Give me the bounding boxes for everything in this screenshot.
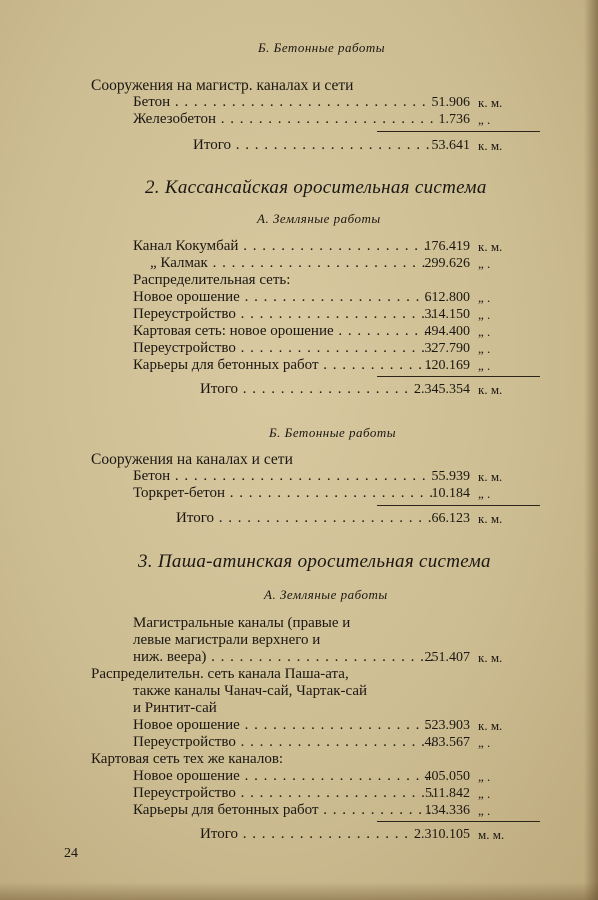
- total-label: Итого . . .: [193, 137, 433, 154]
- sum-rule: [377, 821, 540, 822]
- row-label: Переустройство . . .: [133, 785, 433, 802]
- total-unit: к. м.: [478, 382, 503, 397]
- row-value: 523.903: [424, 718, 470, 733]
- row-value: 51.906: [431, 95, 470, 110]
- row-value: 176.419: [424, 239, 470, 254]
- row-label: ниж. веера) . . .: [133, 649, 433, 666]
- row-unit: к. м.: [478, 469, 503, 484]
- row-label: Бетон . . .: [133, 94, 433, 111]
- row-label: Картовая сеть: новое орошение . . .: [133, 323, 433, 340]
- row-unit: „ .: [478, 256, 491, 271]
- row-value: 327.790: [424, 341, 470, 356]
- row-unit: „ .: [478, 786, 491, 801]
- heading-system-3: 3. Паша-атинская оросительная система: [138, 551, 491, 572]
- row-value: 299.626: [424, 256, 470, 271]
- row-unit: „ .: [478, 769, 491, 784]
- row-value: 10.184: [431, 486, 470, 501]
- structures-header: Сооружения на магистр. каналах и сети: [91, 77, 354, 94]
- row-label: Распределительная сеть:: [133, 272, 291, 288]
- sum-rule: [377, 131, 540, 132]
- total-label: Итого . . .: [200, 826, 424, 843]
- row-label: Канал Кокумбай . . .: [133, 238, 433, 255]
- row-label: Новое орошение . . .: [133, 717, 433, 734]
- row-value: 494.400: [424, 324, 470, 339]
- row-label: Карьеры для бетонных работ . . .: [133, 357, 433, 374]
- row-unit: „ .: [478, 735, 491, 750]
- row-unit: к. м.: [478, 239, 503, 254]
- row-label: „ Калмак . . .: [150, 255, 433, 272]
- structures-header: Сооружения на каналах и сети: [91, 451, 293, 468]
- row-unit: „ .: [478, 486, 491, 501]
- row-label: Бетон . . .: [133, 468, 433, 485]
- total-unit: м. м.: [478, 827, 505, 842]
- row-label: и Ринтит-сай: [133, 700, 217, 716]
- page-bottom-shadow: [0, 882, 598, 900]
- sum-rule: [377, 376, 540, 377]
- total-value: 53.641: [431, 138, 470, 153]
- row-label: Магистральные каналы (правые и: [133, 615, 351, 631]
- total-unit: к. м.: [478, 138, 503, 153]
- page-edge-shadow: [584, 0, 598, 900]
- subheading-concrete-works: Б. Бетонные работы: [258, 40, 386, 55]
- row-label: Картовая сеть тех же каналов:: [91, 751, 284, 767]
- row-label: Торкрет-бетон . . .: [133, 485, 433, 502]
- subheading-earth-works: А. Земляные работы: [257, 211, 381, 226]
- row-value: 314.150: [424, 307, 470, 322]
- row-label: Новое орошение . . .: [133, 289, 433, 306]
- row-label: также каналы Чанач-сай, Чартак-сай: [133, 683, 368, 699]
- total-value: 2.345.354: [414, 382, 470, 397]
- row-value: 612.800: [424, 290, 470, 305]
- sum-rule: [377, 505, 540, 506]
- row-unit: „ .: [478, 358, 491, 373]
- row-value: 483.567: [424, 735, 470, 750]
- row-unit: „ .: [478, 341, 491, 356]
- row-label: Новое орошение . . .: [133, 768, 433, 785]
- heading-system-2: 2. Кассансайская оросительная система: [145, 177, 487, 198]
- row-label: Распределительн. сеть канала Паша-ата,: [91, 666, 349, 682]
- subheading-concrete-works: Б. Бетонные работы: [269, 425, 397, 440]
- row-value: 251.407: [424, 650, 470, 665]
- row-label: Переустройство . . .: [133, 734, 433, 751]
- row-label: левые магистрали верхнего и: [133, 632, 321, 648]
- row-value: 120.169: [424, 358, 470, 373]
- row-unit: „ .: [478, 290, 491, 305]
- row-value: 511.842: [425, 786, 470, 801]
- subheading-earth-works: А. Земляные работы: [264, 587, 388, 602]
- total-label: Итого . . .: [200, 381, 424, 398]
- total-value: 2.310.105: [414, 827, 470, 842]
- row-label: Переустройство . . .: [133, 306, 433, 323]
- row-label: Железобетон . . .: [133, 111, 433, 128]
- row-unit: „ .: [478, 112, 491, 127]
- row-unit: к. м.: [478, 650, 503, 665]
- row-unit: к. м.: [478, 718, 503, 733]
- row-value: 134.336: [424, 803, 470, 818]
- row-value: 1.736: [438, 112, 470, 127]
- row-value: 55.939: [431, 469, 470, 484]
- row-unit: „ .: [478, 324, 491, 339]
- row-unit: к. м.: [478, 95, 503, 110]
- page-number: 24: [64, 846, 78, 861]
- total-unit: к. м.: [478, 511, 503, 526]
- row-value: 405.050: [424, 769, 470, 784]
- row-label: Переустройство . . .: [133, 340, 433, 357]
- total-label: Итого . . .: [176, 510, 433, 527]
- total-value: 66.123: [431, 511, 470, 526]
- row-unit: „ .: [478, 307, 491, 322]
- row-unit: „ .: [478, 803, 491, 818]
- row-label: Карьеры для бетонных работ . . .: [133, 802, 433, 819]
